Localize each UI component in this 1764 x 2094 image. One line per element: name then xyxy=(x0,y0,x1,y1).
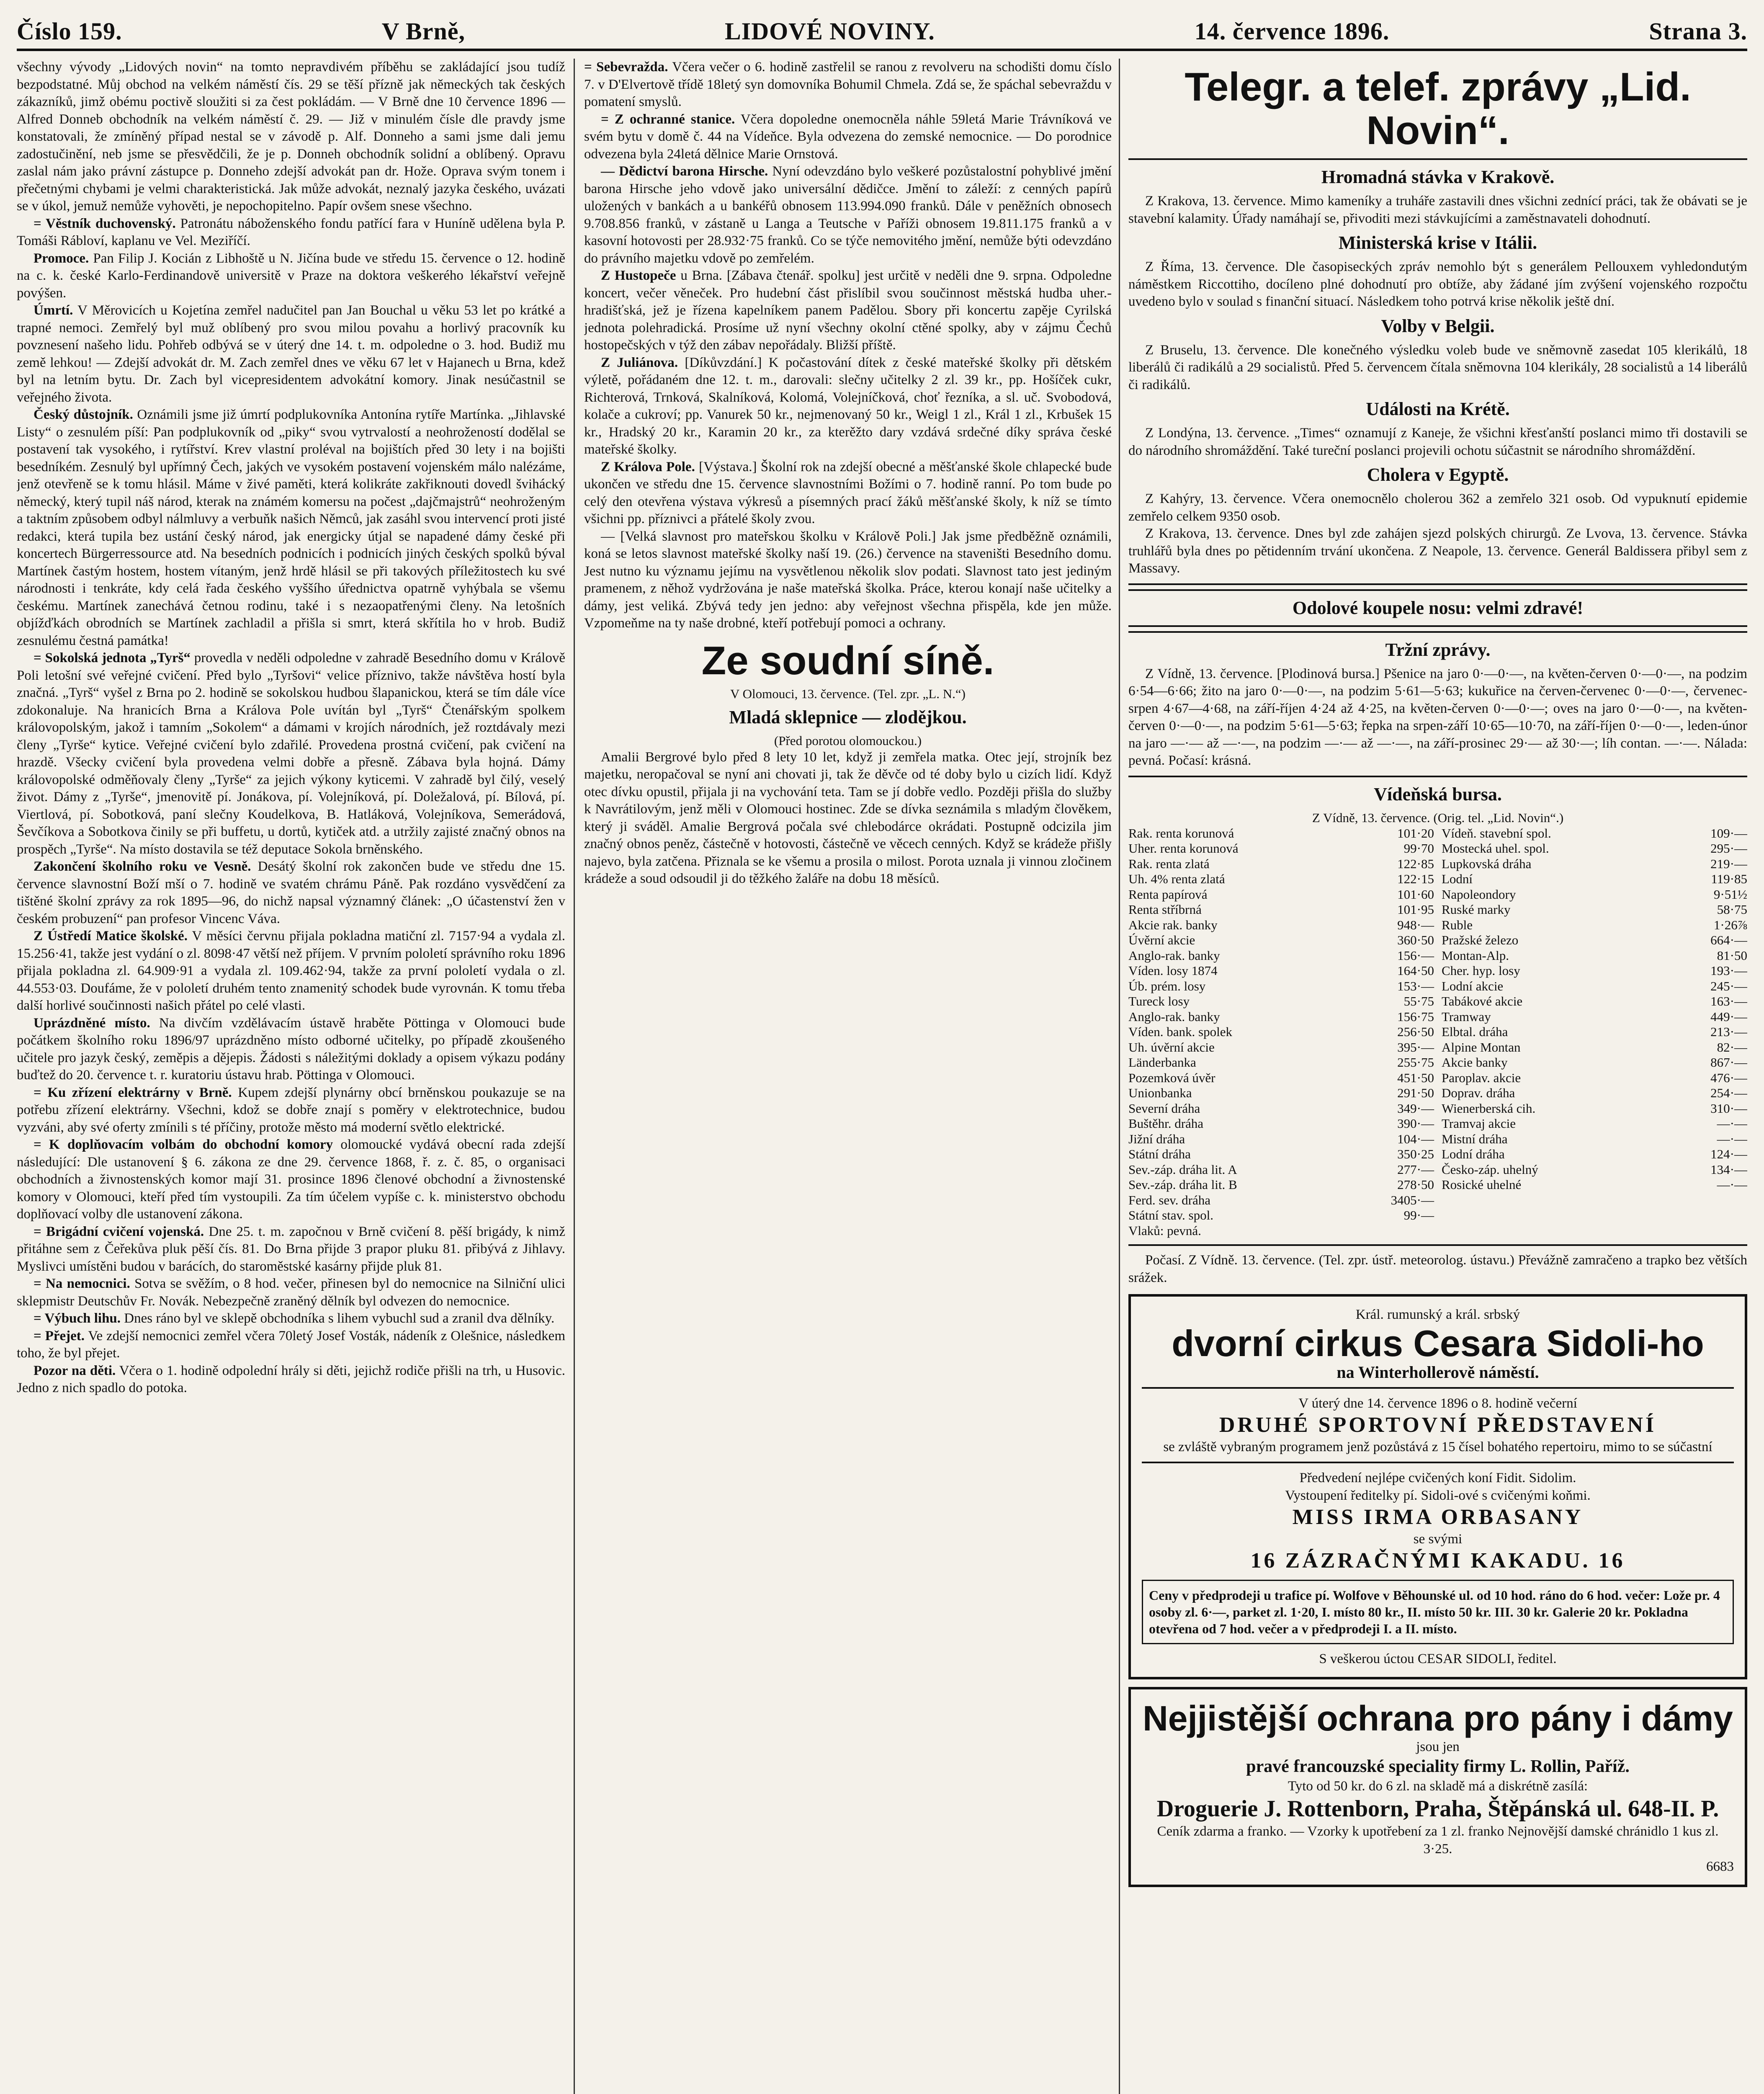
bursa-value: 81·50 xyxy=(1717,948,1747,963)
bursa-value: 193·— xyxy=(1710,963,1747,978)
news-subheadline: Hromadná stávka v Krakově. xyxy=(1321,167,1555,187)
news-item: Z Kahýry, 13. července. Včera onemocnělo cholerou 362 a zemřelo 321 osob. Od vypuknutí epidemie zemřelo celkem 9350 osob. xyxy=(1128,491,1747,524)
article-heading: = Věstník duchovenský. xyxy=(33,216,176,231)
article-dateline: V Olomouci, 13. července. (Tel. zpr. „L. N.“) xyxy=(730,686,966,701)
bursa-right xyxy=(1442,826,1747,1239)
bursa-label: Česko-záp. uhelný xyxy=(1442,1162,1538,1177)
article-heading: = Z ochranné stanice. xyxy=(601,111,735,127)
bursa-row xyxy=(1442,1177,1747,1193)
article xyxy=(17,250,565,302)
article-heading: Zakončení školního roku ve Vesně. xyxy=(33,859,251,874)
bursa-label: Sev.-záp. dráha lit. B xyxy=(1128,1177,1237,1192)
bursa-label: Lodní xyxy=(1442,872,1473,886)
bursa-label: Úvěrní akcie xyxy=(1128,933,1195,947)
ad2-title: Nejjistější ochrana pro pány i dámy xyxy=(1143,1699,1733,1738)
article-heading: = K doplňovacím volbám do obchodní komory xyxy=(33,1137,333,1152)
bursa-value: 109·— xyxy=(1710,825,1747,841)
bursa-label: Tramway xyxy=(1442,1009,1491,1024)
market-text: Z Vídně, 13. července. [Plodinová bursa.] Pšenice na jaro 0·—0·—, na květen-červen 0·—0·—, na podzim 6·54—6·66; žito na jaro 0·—0·—, na podzim 5·61—5·63; kukuřice na červen-červenec 0·—0·—, červenec-srpen 4·67—4·68, na září-říjen 4·24 až 4·25, na květen-červen 0·—0·—; oves na jaro 0·—0·—, na květen-červen 0·—0·—, na podzim 5·61—5·63; řepka na srpen-září 10·65—10·70, na září-říjen 0·—0·—, leden-únor na jaro —·— až —·—, na podzim —·— až —·—, na září-prosinec 29·— až 30·—; líh contan. —·—. Nálada: pevná. Počasí: krásná. xyxy=(1128,666,1747,768)
article-body: u Brna. [Zábava čtenář. spolku] jest určitě v neděli dne 9. srpna. Odpoledne koncert, večer věneček. Pro hudební část přislíbil svou součinnost městská hudba uher.-hradišťská, jež je řízena kapelníkem panem Padělou. Sbory při koncertu zapěje Cyrilská jednota polehradická. Prosíme už nyní všechny okolní ctěné spolky, aby v zájmu Čechů hostopečských v týž den zábav nepořádaly. Bližší příště. xyxy=(584,268,1112,353)
article-heading: Český důstojník. xyxy=(33,407,133,422)
bursa-value: 277·— xyxy=(1397,1162,1434,1177)
article-body: Dne 25. t. m. započnou v Brně cvičení 8. pěší brigády, k nimž přitáhne sem z Čeřekůva pluk pěší čís. 81. Do Brna přijde 3 prapor pluku 81. přibývá z Jihlavy. Myslivci umístěni budou v barácích, do staroměstské kasárny přijde pluk 81. xyxy=(17,1224,565,1274)
bursa-row xyxy=(1442,887,1747,903)
article-body: [Výstava.] Školní rok na zdejší obecné a měšťanské škole chlapecké bude ukončen ve středu dne 15. července slavnostními Božími o 7. hodině ranní. Po tom bude po celý den otevřena výstava výkresů a písemných prací žáků měšťanské školy, k níž se tímto všichni pp. příznivci a přátelé školy zvou. xyxy=(584,459,1112,526)
bursa-value: 99·— xyxy=(1403,1208,1434,1222)
bursa-value: 55·75 xyxy=(1403,994,1434,1008)
telegram-news xyxy=(1128,166,1747,578)
article xyxy=(17,59,565,215)
masthead-rule xyxy=(17,49,1747,51)
bursa-label: Rak. renta korunová xyxy=(1128,825,1234,841)
bursa-row xyxy=(1128,856,1434,872)
news-item: Z Krakova, 13. července. Dnes byl zde zahájen sjezd polských chirurgů. Ze Lvova, 13. července. Stávka truhlářů byla dnes po pětidenním trvání ukončena. Z Neapole, 13. července. Generál Baldissera přibyl sem z Massavy. xyxy=(1128,526,1747,576)
bursa-label: Anglo-rak. banky xyxy=(1128,948,1220,963)
article-heading: Pozor na děti. xyxy=(33,1363,116,1378)
bursa-label: Uh. úvěrní akcie xyxy=(1128,1039,1215,1055)
bursa-row xyxy=(1442,1162,1747,1178)
bursa-label: Montan-Alp. xyxy=(1442,948,1509,963)
article-body: Včera dopoledne onemocněla náhle 59letá Marie Trávníková ve svém bytu v domě č. 44 na Vídeňce. Byla odvezena do zemské nemocnice. — Do porodnice odvezena byla 24letá dělnice Marie Ornstová. xyxy=(584,111,1112,162)
ad-with: se svými xyxy=(1413,1532,1463,1547)
bursa-row xyxy=(1442,918,1747,933)
bursa-row xyxy=(1128,872,1434,887)
article-body: — [Velká slavnost pro mateřskou školku v Králově Poli.] Jak jsme předběžně oznámili, koná se letos slavnost mateřské školky naší 19. (26.) července na staveništi Besedního domu. Jest nutno ku významu jejímu na vysvětlenou několik slov podati. Slavnost tato jest jediným pramenem, z něhož vydržována je naše mateřská školka. Práce, kterou konají naše učitelky a dámy, jest veliká. Zbývá tedy jen jedno: aby veřejnost všechna přispěla, kde jen může. Vzpomeňme na ty naše drobné, kteří potřebují pomoci a ochrany. xyxy=(584,529,1112,631)
bursa-row xyxy=(1128,1208,1434,1223)
bursa-value: 101·20 xyxy=(1397,825,1434,841)
bursa-row xyxy=(1128,1055,1434,1070)
bursa-row xyxy=(1442,1132,1747,1147)
bursa-row xyxy=(1128,1147,1434,1162)
news-item: Z Londýna, 13. července. „Times“ oznamují z Kaneje, že všichni křesťanští poslanci mimo tři dostavili se do národního shromáždění. Také tureční poslanci projevili ochotu súčastnit se národního shromáždění. xyxy=(1128,426,1747,458)
article-heading: = Sebevražda. xyxy=(584,59,668,75)
bursa-row xyxy=(1442,1040,1747,1055)
bursa-row xyxy=(1442,902,1747,918)
article-heading: Úmrtí. xyxy=(33,303,73,318)
article xyxy=(17,650,565,858)
bursa-value: 295·— xyxy=(1710,841,1747,856)
article xyxy=(584,163,1112,267)
bursa-value: 390·— xyxy=(1397,1116,1434,1131)
bursa-value: 122·15 xyxy=(1397,872,1434,886)
telegram-headline: Telegr. a telef. zprávy „Lid. Novin“. xyxy=(1185,64,1691,153)
ad2-code: 6683 xyxy=(1706,1859,1734,1874)
bursa-row xyxy=(1128,887,1434,903)
bursa-value: 3405·— xyxy=(1391,1192,1434,1207)
bursa-value: 948·— xyxy=(1397,917,1434,932)
bursa-row xyxy=(1128,963,1434,979)
bursa-label: Akcie rak. banky xyxy=(1128,917,1218,932)
bursa-row xyxy=(1442,979,1747,994)
bursa-row xyxy=(1128,1040,1434,1055)
bursa-row xyxy=(1442,1055,1747,1070)
bursa-label: Doprav. dráha xyxy=(1442,1086,1515,1100)
bursa-value: 82·— xyxy=(1717,1039,1747,1055)
article xyxy=(17,928,565,1015)
article-heading: = Na nemocnici. xyxy=(33,1276,130,1291)
bursa-label: Pražské železo xyxy=(1442,933,1519,947)
bursa-row xyxy=(1442,933,1747,948)
bursa-row xyxy=(1128,1101,1434,1117)
bursa-label: Mostecká uhel. spol. xyxy=(1442,841,1549,856)
divider xyxy=(1128,776,1747,777)
bursa-label: Uh. 4% renta zlatá xyxy=(1128,872,1225,886)
article-body: Oznámili jsme již úmrtí podplukovníka Antonína rytíře Martínka. „Jihlavské Listy“ o zesnulém píší: Pan podplukovník od „piky“ svou vytrvalostí a neohrožeností dodělal se postavení tak vysokého, i rytířství. Krev vlastní proléval na bojištích před 30 lety i na bojišti besedníkém. Zesnulý byl upřímný Čech, jakých ve vysokém postavení vojenském málo nalézáme, jenž otevřeně se k tomu hlásil. Máme v živé paměti, která kolikráte zakřiknouti dovedl švihácký německý, který tupil náš národ, kterak na známém komersu na počest „dajčmajstrů“ neohroženým a taktním způsobem odbyl nálmluvy a verbuňk našich Němců, jak zasáhl svou intervencí proti jisté redakci, která tupila bez ustání český národ, jak energicky útjal se napadené dámy české při koncertech Bürgerressource atd. Na besedních podnicích i podnicích jiných českých spolků býval Martínek častým hostem, hostem vítaným, jenž hrdě hlásil se při takových příležitostech ku své národnosti i tenkráte, kdy celá řada českého vyššího úřednictva opatrně vyhýbala se všemu českému. Martínek zanechává četnou rodinu, také i s nezaopatřenými členy. Na letošních objížďkách obrodních se Martínek zachladil a přišla si smrt, která skřítila ho v hrob. Budiž zesnulému čestná památka! xyxy=(17,407,565,648)
bursa-value: —·— xyxy=(1717,1116,1747,1131)
bursa-value: 164·50 xyxy=(1397,963,1434,978)
bursa-value: 664·— xyxy=(1710,933,1747,947)
masthead xyxy=(17,9,1747,45)
bursa-row xyxy=(1442,1147,1747,1162)
article-body: Včera o 1. hodině odpolední hrály si děti, jejichž rodiče přišli na trh, u Husovic. Jedno z nich spadlo do potoka. xyxy=(17,1363,565,1395)
divider xyxy=(1128,158,1747,160)
column-divider xyxy=(1119,59,1120,2094)
article xyxy=(584,354,1112,459)
bursa-label: Tureck losy xyxy=(1128,994,1190,1008)
bursa-row xyxy=(1128,1009,1434,1025)
ad-prices: Ceny v předprodeji u trafice pí. Wolfove v Běhounské ul. od 10 hod. ráno do 6 hod. večer: Lože pr. 4 osoby zl. 6·—, parket zl. 1·20, I. místo 80 kr., II. místo 50 kr. III. 30 kr. Galerie 20 kr. Pokladna otevřena od 7 hod. večer a v předprodeji I. a II. místo. xyxy=(1142,1580,1734,1644)
bursa-value: 310·— xyxy=(1710,1101,1747,1116)
bursa-value: 476·— xyxy=(1710,1070,1747,1085)
bursa-label: Paroplav. akcie xyxy=(1442,1070,1521,1085)
bursa-label: Unionbanka xyxy=(1128,1086,1192,1100)
article xyxy=(17,1310,565,1328)
bursa-row xyxy=(1442,826,1747,841)
bursa-row xyxy=(1128,918,1434,933)
weather-report: Počasí. Z Vídně. 13. července. (Tel. zpr. ústř. meteorolog. ústavu.) Převážně zamračeno a trapko bez větších srážek. xyxy=(1128,1253,1747,1285)
article xyxy=(584,459,1112,528)
bursa-label: Tramvaj akcie xyxy=(1442,1116,1516,1131)
article-body: olomoucké vydává obecní rada zdejší následující: Dle ustanovení § 6. zákona ze dne 29. července 1868, ř. z. č. 85, o organisaci obchodních a živnostenských komor mají 31. prosince 1896 členové obchodní a živnostenské komory v Olomouci, kteří před tím vystoupili. Za tím účelem vypíše c. k. ministerstvo obchodu doplňovací volby dle ustanovení zákona. xyxy=(17,1137,565,1222)
article xyxy=(17,1362,565,1397)
article-heading: Z Hustopeče xyxy=(601,268,676,283)
bursa-value: 256·50 xyxy=(1397,1024,1434,1039)
issue-date: 14. července 1896. xyxy=(1194,18,1390,45)
article xyxy=(584,59,1112,111)
bursa-value: 1·26⅞ xyxy=(1713,917,1747,932)
bursa-label: Víden. losy 1874 xyxy=(1128,963,1218,978)
bursa-label: Rosické uhelné xyxy=(1442,1177,1522,1192)
ad-place: na Winterhollerově náměstí. xyxy=(1337,1363,1539,1382)
article-body: Sotva se svěžím, o 8 hod. večer, přinesen byl do nemocnice na Silniční ulici sklepmistr Deutschův Fr. Novák. Nebezpečně zraněný dělník byl odvezen do nemocnice. xyxy=(17,1276,565,1309)
article xyxy=(17,1084,565,1137)
article-heading: = Sokolská jednota „Tyrš“ xyxy=(33,650,191,665)
news-item: Z Bruselu, 13. července. Dle konečného výsledku voleb bude ve sněmovně zasedat 105 klerikálů, 18 liberálů či radikálů a 29 socialistů. Před 5. červencem čítala sněmovna 104 klerikály, 28 socialistů a 14 liberálů či radikálů. xyxy=(1128,342,1747,392)
bursa-label: Napoleondory xyxy=(1442,887,1516,902)
bursa-label: Anglo-rak. banky xyxy=(1128,1009,1220,1024)
bursa-row xyxy=(1442,1024,1747,1040)
bursa-value: 101·60 xyxy=(1397,887,1434,902)
bursa-value: 219·— xyxy=(1710,856,1747,871)
bursa-row xyxy=(1128,1116,1434,1132)
ad2-line: pravé francouzské speciality firmy L. Rollin, Paříž. xyxy=(1246,1757,1630,1776)
bursa-value: 9·51½ xyxy=(1713,887,1747,902)
bursa-value: 99·70 xyxy=(1403,841,1434,856)
bursa-value: 278·50 xyxy=(1397,1177,1434,1192)
bursa-label: Mistní dráha xyxy=(1442,1131,1508,1146)
news-subheadline: Události na Krétě. xyxy=(1366,399,1510,419)
ad-when: V úterý dne 14. července 1896 o 8. hodině večerní xyxy=(1298,1396,1577,1411)
column-divider xyxy=(574,59,575,2094)
bursa-label: Víden. bank. spolek xyxy=(1128,1024,1232,1039)
newspaper-title: LIDOVÉ NOVINY. xyxy=(724,18,935,45)
article-heading: Z Králova Pole. xyxy=(601,459,695,475)
bursa-title: Vídeňská bursa. xyxy=(1374,784,1502,805)
bursa-row xyxy=(1442,963,1747,979)
bursa-label: Lodní akcie xyxy=(1442,978,1504,993)
divider xyxy=(1142,1462,1734,1463)
bursa-value: 255·75 xyxy=(1397,1055,1434,1070)
bursa-row xyxy=(1442,994,1747,1009)
column-left xyxy=(17,59,565,2094)
article-body: Amalii Bergrové bylo před 8 lety 10 let, když ji zemřela matka. Otec její, strojník bez majetku, neropačoval se nyní ani chovati ji, tak že děvče od té doby bylo u cizích lidí. Když otec dívku opustil, přijala ji na vychování teta. Tam se jí dobře vedlo. Později přišla do služby k Navrátilovým, jenž měli v Olomouci hostinec. Zde se dívka seznámila s mladým člověkem, který ji sváděl. Amalie Bergrová počala své chlebodárce okrádati. Postupně odcizila jim značný obnos peněz, částečně v hotovosti, částečně ve věcech cenných. Když se krádeže přišly najevo, byla zatčena. Přiznala se ke všemu a prosila o milost. Porota uznala ji vinnou zločinem krádeže a soud odsoudil ji do těžkého žaláře na dobu 18 měsíců. xyxy=(584,749,1112,886)
bursa-label: Tabákové akcie xyxy=(1442,994,1523,1008)
bursa-row xyxy=(1128,1177,1434,1193)
bursa-row xyxy=(1128,948,1434,964)
article-heading: Promoce. xyxy=(33,250,89,266)
divider xyxy=(1128,1244,1747,1246)
bursa-label: Jižní dráha xyxy=(1128,1131,1185,1146)
bursa-value: 163·— xyxy=(1710,994,1747,1008)
bursa-row xyxy=(1442,856,1747,872)
bursa-value: 349·— xyxy=(1397,1101,1434,1116)
ad-parrots: 16 ZÁZRAČNÝMI KAKADU. 16 xyxy=(1250,1549,1625,1573)
article-body: V Měrovicích u Kojetína zemřel nadučitel pan Jan Bouchal u věku 53 let po krátké a trapné nemoci. Zemřelý byl muž oblíbený pro svou milou povahu a horlivý pracovník ku povznesení našeho lidu. Pohřeb odbývá se v úterý dne 14. t. m. odpoledne o 3. hod. Budiž mu země lehkou! — Zdejší advokát dr. M. Zach zemřel dnes ve věku 67 let v Hajanech u Brna, kdež byl na letním bytu. Dr. Zach byl vicepresidentem advokátní komory. Jinak nesúčastnil se veřejného života. xyxy=(17,303,565,405)
place-name: V Brně, xyxy=(381,18,465,45)
bursa-label: Lodní dráha xyxy=(1442,1147,1505,1161)
bursa-value: 104·— xyxy=(1397,1131,1434,1146)
bursa-value: 153·— xyxy=(1397,978,1434,993)
article-body: Na divčím vzdělávacím ústavě hraběte Pöttinga v Olomouci bude počátkem školního roku 1896/97 uprázdněno místo odborné učitelky, po případě zkoušeného učitele pro jazyk český, zeměpis a dějepis. Žádosti s náležitými doklady a opisem výkazu podány buďtež do 20. července t. r. kuratoriu ústavu hrab. Pöttinga v Olomouci. xyxy=(17,1015,565,1083)
ad-top: Král. rumunský a král. srbský xyxy=(1355,1307,1520,1322)
article xyxy=(17,215,565,250)
bursa-value: 867·— xyxy=(1710,1055,1747,1070)
article-body: provedla v neděli odpoledne v zahradě Besedního domu v Králově Poli letošní své veřejné cvičení. Před bylo „Tyršovi“ velice příznivo, takže návštěva hostí byla značná. „Tyrš“ vyšel z Brna po 2. hodině se sokolskou hudbou šlapanickou, která se tím dále více zdokonaluje. Na hranicích Brna a Králova Pole uvítán byl „Tyrš“ Čtenářským spolkem královopolským, jakož i tamním „Sokolem“ a dámami v krojích národních, jež roztdávaly mezi členy „Tyrše“ kytice. Veřejné cvičení bylo zdařilé. Provedena prostná cvičení, pak cvičení na hrazdě. Všecky cvičení byla provedena velmi dobře a přesně. Zábava byla hojná. Dámy královopolské odměňovaly členy „Tyrše“ za jejich výkony kyticemi. V zahradě byl čilý, veselý život. Dámy z „Tyrše“, jmenovitě pí. Jonákova, pí. Volejníková, pí. Doležalová, pí. Bílová, pí. Viertlová, pí. Sobotková, paní slečny Koudelkova, B. Hatláková, Volejníkova, Semerádová, Ševčíkova a Sobotkova činily se při buffetu, u dortů, kytiček atd. a utržily zajisté značný obnos na prospěch „Tyrše“. Na místo dostavila se též deputace Sokola brněnského. xyxy=(17,650,565,857)
bursa-value: 124·— xyxy=(1710,1147,1747,1161)
ad2-price: Tyto od 50 kr. do 6 zl. na skladě má a diskrétně zasílá: xyxy=(1288,1779,1588,1794)
bursa-label: Buštěhr. dráha xyxy=(1128,1116,1204,1131)
article-dateline: (Před porotou olomouckou.) xyxy=(774,733,922,748)
bursa-row xyxy=(1442,872,1747,887)
ad-show: Vystoupení ředitelky pí. Sidoli-ové s cvičenými koňmi. xyxy=(1285,1488,1591,1503)
bursa-value: 360·50 xyxy=(1397,933,1434,947)
article-body: Včera večer o 6. hodině zastřelil se ranou z revolveru na schodišti domu číslo 7. v D'Elvertově třídě 18letý syn domovníka Bohumil Chmela. Zdá se, že spáchal sebevraždu v pomatení smyslů. xyxy=(584,59,1112,109)
article-body: Pan Filip J. Kocián z Libhoště u N. Jičína bude ve středu 15. července o 12. hodině na c. k. české Karlo-Ferdinandově universitě v Praze na doktora veškerého lékařství veřejně povýšen. xyxy=(17,250,565,301)
bursa-value: 395·— xyxy=(1397,1039,1434,1055)
bursa-value: 291·50 xyxy=(1397,1086,1434,1100)
bursa-value: 156·75 xyxy=(1397,1009,1434,1024)
bursa-table xyxy=(1128,826,1747,1239)
bursa-label: Vídeň. stavební spol. xyxy=(1442,825,1551,841)
bursa-row xyxy=(1442,1116,1747,1132)
bursa-label: Úb. prém. losy xyxy=(1128,978,1206,993)
bursa-label: Rak. renta zlatá xyxy=(1128,856,1210,871)
bursa-row xyxy=(1128,1132,1434,1147)
bursa-row xyxy=(1128,841,1434,856)
bursa-row xyxy=(1128,979,1434,994)
bursa-label: Pozemková úvěr xyxy=(1128,1070,1215,1085)
bursa-label: Akcie banky xyxy=(1442,1055,1508,1070)
ad-sign: S veškerou úctou CESAR SIDOLI, ředitel. xyxy=(1319,1651,1557,1666)
notice-banner: Odolové koupele nosu: velmi zdravé! xyxy=(1292,597,1584,618)
ad-horses: Předvedení nejlépe cvičených koní Fidit. Sidolim. xyxy=(1299,1470,1576,1485)
bursa-value: 134·— xyxy=(1710,1162,1747,1177)
news-subheadline: Ministerská krise v Itálii. xyxy=(1338,232,1537,253)
article xyxy=(17,1015,565,1084)
article-subheadline: Mladá sklepnice — zlodějkou. xyxy=(729,707,967,727)
divider xyxy=(1128,625,1747,633)
bursa-label: Státní dráha xyxy=(1128,1147,1191,1161)
bursa-label: Ruské marky xyxy=(1442,902,1511,917)
bursa-row xyxy=(1442,1101,1747,1117)
bursa-row xyxy=(1442,948,1747,964)
divider xyxy=(1128,583,1747,591)
bursa-row xyxy=(1442,1009,1747,1025)
bursa-value: —·— xyxy=(1717,1177,1747,1192)
article xyxy=(17,858,565,928)
bursa-label: Renta stříbrná xyxy=(1128,902,1202,917)
ad-circus-title: dvorní cirkus Cesara Sidoli-ho xyxy=(1172,1323,1704,1364)
article-heading: Uprázdněné místo. xyxy=(33,1015,150,1031)
bursa-row xyxy=(1442,1086,1747,1101)
bursa-value: 101·95 xyxy=(1397,902,1434,917)
bursa-value: 449·— xyxy=(1710,1009,1747,1024)
bursa-value: 254·— xyxy=(1710,1086,1747,1100)
article xyxy=(584,267,1112,354)
article-heading: — Dědictví barona Hirsche. xyxy=(601,164,768,179)
bursa-label: Länderbanka xyxy=(1128,1055,1196,1070)
column-middle xyxy=(584,59,1112,2094)
article xyxy=(17,1328,565,1362)
bursa-value: 58·75 xyxy=(1717,902,1747,917)
bursa-row xyxy=(1128,1086,1434,1101)
bursa-value: 245·— xyxy=(1710,978,1747,993)
bursa-row xyxy=(1128,902,1434,918)
news-subheadline: Volby v Belgii. xyxy=(1381,315,1495,336)
article-body: [Díkůvzdání.] K počastování dítek z české mateřské školky při dětském výletě, pořádaném dne 12. t. m., darovali: slečny učitelky 2 zl. 39 kr., pp. Hošíček cukr, Richterová, Trnková, Skalníková, Kolomá, Volejníčková, choť řezníka, a sl. uč. Svobodová, kolače a cukroví; pp. Vanurek 50 kr., nejmenovaný 50 kr., Weigl 1 zl., Král 1 zl., Krbušek 15 kr., Hradský 20 kr., Karamin 20 kr., za kterěžto dary vzdává srdečné díky správa české mateřské školky. xyxy=(584,355,1112,457)
bursa-label: Sev.-záp. dráha lit. A xyxy=(1128,1162,1237,1177)
article xyxy=(17,1136,565,1223)
rollin-advertisement xyxy=(1128,1687,1747,1887)
divider xyxy=(1142,1387,1734,1389)
ad2-foot: Ceník zdarma a franko. — Vzorky k upotřebení za 1 zl. franko Nejnovější damské chránidlo 1 kus zl. 3·25. xyxy=(1157,1824,1719,1857)
bursa-value: 156·— xyxy=(1397,948,1434,963)
bursa-row xyxy=(1128,1070,1434,1086)
bursa-value: 119·85 xyxy=(1711,872,1747,886)
bursa-row xyxy=(1128,933,1434,948)
bursa-label: Renta papírová xyxy=(1128,887,1208,902)
article-heading: = Výbuch lihu. xyxy=(33,1311,121,1326)
bursa-value: 213·— xyxy=(1710,1024,1747,1039)
article xyxy=(584,111,1112,163)
bursa-label: Uher. renta korunová xyxy=(1128,841,1239,856)
article-heading: = Ku zřízení elektrárny v Brně. xyxy=(33,1085,232,1100)
bursa-value: 122·85 xyxy=(1397,856,1434,871)
news-subheadline: Cholera v Egyptě. xyxy=(1367,464,1509,485)
article xyxy=(17,302,565,406)
article-body: Patronátu náboženského fondu patřící fara v Huníně udělena byla P. Tomáši Rábloví, kaplanu ve Vel. Meziříčí. xyxy=(17,216,565,248)
bursa-label: Lupkovská dráha xyxy=(1442,856,1532,871)
bursa-left xyxy=(1128,826,1434,1239)
bursa-label: Cher. hyp. losy xyxy=(1442,963,1520,978)
ad2-jsou: jsou jen xyxy=(1416,1739,1460,1754)
bursa-value: 350·25 xyxy=(1397,1147,1434,1161)
ad2-drogerie: Droguerie J. Rottenborn, Praha, Štěpánská ul. 648-II. P. xyxy=(1156,1796,1719,1822)
article-heading: = Přejet. xyxy=(33,1328,85,1344)
article-heading: Z Juliánova. xyxy=(601,355,678,370)
bursa-label: Státní stav. spol. xyxy=(1128,1208,1213,1222)
section-headline: Ze soudní síně. xyxy=(701,638,994,683)
bursa-row xyxy=(1128,826,1434,841)
ad-performance: DRUHÉ SPORTOVNÍ PŘEDSTAVENÍ xyxy=(1219,1413,1657,1437)
circus-advertisement xyxy=(1128,1294,1747,1679)
bursa-label: Severní dráha xyxy=(1128,1101,1200,1116)
bursa-label: Ferd. sev. dráha xyxy=(1128,1192,1210,1207)
article-body: Kupem zdejší plynárny obcí brněnskou poukazuje se na potřebu zřízení elektrárny. Všechni, kdož se dobře znají s poměry v elektrotechnice, budou vyzváni, aby své oferty zmínili s té příčiny, protože město má moderní světlo elektrické. xyxy=(17,1085,565,1135)
news-item: Z Říma, 13. července. Dle časopiseckých zpráv nemohlo být s generálem Pellouxem vyhledondutým náměstkem Riccottiho, docíleno plné dohodnutí pro obtíže, aby žádané jím zvýšení vojenského rozpočtu uvedeno bylo v soulad s finanční situací. Následkem toho potrvá krise několik ještě dní. xyxy=(1128,259,1747,309)
bursa-row xyxy=(1442,841,1747,856)
article-body: Dnes ráno byl ve sklepě obchodníka s lihem vybuchl sud a zranil dva dělníky. xyxy=(124,1311,555,1326)
column-right xyxy=(1128,59,1747,2094)
bursa-row xyxy=(1442,1070,1747,1086)
bursa-row xyxy=(1128,1223,1434,1239)
article-body: Desátý školní rok zakončen bude ve středu dne 15. července slavnostní Boží mší o 7. hodině ve svatém chrámu Páně. Pak rozdáno vysvědčení za tištěné školní zprávy za rok 1895—96, do nichž napsal významný článek: „O účastenství žen v českém probuzení“ pan profesor Vincenc Váva. xyxy=(17,859,565,926)
article xyxy=(584,749,1112,888)
issue-number: Číslo 159. xyxy=(17,18,122,45)
bursa-row xyxy=(1128,1024,1434,1040)
news-item: Z Krakova, 13. července. Mimo kameníky a truháře zastavili dnes všichni zednící práci, tak že obávati se je stavební kalamity. Úřady namáhají se, přivoditi mezi stávkujícími a zaměstnavateli dohodnutí. xyxy=(1128,193,1747,226)
page-number: Strana 3. xyxy=(1649,18,1747,45)
article xyxy=(17,1275,565,1310)
article-body: Nyní odevzdáno bylo veškeré pozůstalostní pohyblivé jmění barona Hirsche jeho vdově jako universální dědičce. Jmění to záleží: z cenných papírů uložených v bankách a u bankéřů obnosem 113.994.090 franků. Dále v peněžních obnosech 9.708.856 franků, v zástaně u Langa a Teutsche v Paříži obnosem 19.811.175 franků a v kasovní hotovosti per 28.932·75 franků. Co se týče nemovitého jmění, nemůže býti odevzdáno do právního majetku vdově po zemřelém. xyxy=(584,164,1112,266)
bursa-label: Wienerberská cih. xyxy=(1442,1101,1536,1116)
bursa-label: Elbtal. dráha xyxy=(1442,1024,1508,1039)
article-body: V měsíci červnu přijala pokladna matiční zl. 7157·94 a vydala zl. 15.256·41, takže jest vydání o zl. 8098·47 větší než příjem. V prvním pololetí správního roku 1896 přijala pokladna zl. 64.909·91 a vydala zl. 109.462·94, takže za první pololetí vydala o zl. 44.553·03. Doufáme, že v pololetí druhém tento znamenitý schodek bude vyrovnán. K tomu třeba další horlivé součinnosti našich přátel po celé vlasti. xyxy=(17,928,565,1013)
article xyxy=(17,406,565,650)
bursa-label: Ruble xyxy=(1442,917,1473,932)
article xyxy=(17,1223,565,1276)
bursa-row xyxy=(1128,1193,1434,1208)
bursa-label: Alpine Montan xyxy=(1442,1039,1521,1055)
article-heading: Z Ústředí Matice školské. xyxy=(33,928,188,944)
article-body: všechny vývody „Lidových novin“ na tomto nepravdivém příběhu se zakládající jsou tudíž bezpodstatné. Můj obchod na velkém náměstí čís. 29 se těší přízně jak německých tak českých zákazníků, jimž obému poctivě sloužiti si za čest pokládám. — V Brně dne 10 července 1896 — Alfred Donneb obchodník na velkém náměstí č. 29. — Již v minulém čísle dle pravdy jsme konstatovali, že zmíněný případ nestal se v závodě p. Alf. Donneho a sami jsme dali jemu zadostučinění, neb jsme se přesvědčili, že je p. Donneh obchodník solidní a oblíbený. Opravu zaslal nám jako právní zástupce p. Donneho zdejší advokát pan dr. Hože. Oprava svým tonem i přečetnými chybami je velmi charakteristická. Jak může advokát, neznalý jazyka českého, uvázati se v úkol, jemuž nemůže vyhověti, je nepochopitelno. Papír ovšem snese všechno. xyxy=(17,59,565,214)
ad-desc: se zvláště vybraným programem jenž pozůstává z 15 čísel bohatého repertoiru, mimo to se súčastní xyxy=(1163,1439,1712,1454)
bursa-heading: Z Vídně, 13. července. (Orig. tel. „Lid. Novin“.) xyxy=(1312,810,1564,825)
bursa-label: Vlaků: pevná. xyxy=(1128,1223,1201,1238)
ad-miss: MISS IRMA ORBASANY xyxy=(1292,1505,1584,1529)
article-body: Ve zdejší nemocnici zemřel včera 70letý Josef Vosták, nádeník z Olešnice, následkem toho, že byl přejet. xyxy=(17,1328,565,1361)
bursa-row xyxy=(1128,994,1434,1009)
bursa-value: —·— xyxy=(1717,1131,1747,1146)
bursa-value: 451·50 xyxy=(1397,1070,1434,1085)
article-heading: = Brigádní cvičení vojenská. xyxy=(33,1224,204,1239)
market-title: Tržní zprávy. xyxy=(1385,639,1491,660)
article xyxy=(584,528,1112,632)
bursa-row xyxy=(1128,1162,1434,1178)
